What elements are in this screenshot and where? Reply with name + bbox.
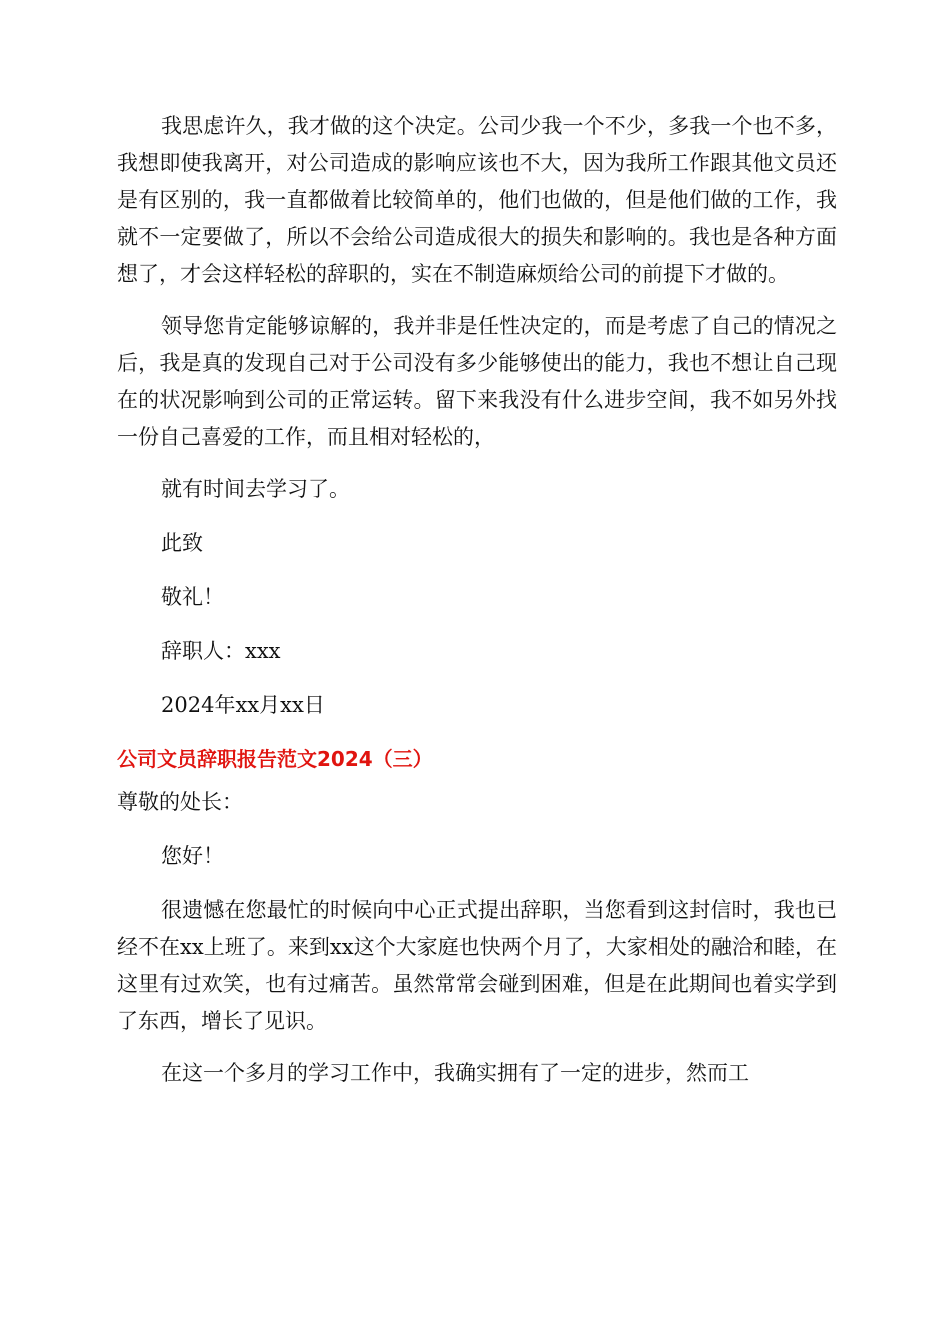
date-line: 2024年xx月xx日 — [161, 693, 325, 717]
section-title: 公司文员辞职报告范文2024（三） — [117, 747, 433, 771]
paragraph: 在这一个多月的学习工作中，我确实拥有了一定的进步，然而工 — [161, 1061, 749, 1085]
paragraph: 我思虑许久，我才做的这个决定。公司少我一个不少，多我一个也不多，我想即使我离开，对公司造成的影响应该也不大，因为我所工作跟其他文员还是有区别的，我一直都做着比较简单的，他们也做的，但是他们做的工作，我就不一定要做了，所以不会给公司造成很大的损失和影响的。我也是各种方面想了，才会这样轻松的辞职的，实在不制造麻烦给公司的前提下才做的。 — [117, 114, 837, 286]
closing-line: 此致 — [161, 531, 203, 555]
paragraph: 领导您肯定能够谅解的，我并非是任性决定的，而是考虑了自己的情况之后，我是真的发现自己对于公司没有多少能够使出的能力，我也不想让自己现在的状况影响到公司的正常运转。留下来我没有什么进步空间，我不如另外找一份自己喜爱的工作，而且相对轻松的， — [117, 314, 837, 449]
salute-line: 敬礼！ — [161, 585, 224, 609]
addressee-line: 尊敬的处长： — [117, 790, 243, 814]
paragraph: 就有时间去学习了。 — [161, 477, 350, 501]
paragraph: 很遗憾在您最忙的时候向中心正式提出辞职，当您看到这封信时，我也已经不在xx上班了。来到xx这个大家庭也快两个月了，大家相处的融洽和睦，在这里有过欢笑，也有过痛苦。虽然常常会碰到困难，但是在此期间也着实学到了东西，增长了见识。 — [117, 898, 837, 1033]
signature-line: 辞职人：xxx — [161, 639, 281, 663]
document-page — [117, 108, 837, 1092]
greeting-line: 您好！ — [161, 844, 224, 868]
